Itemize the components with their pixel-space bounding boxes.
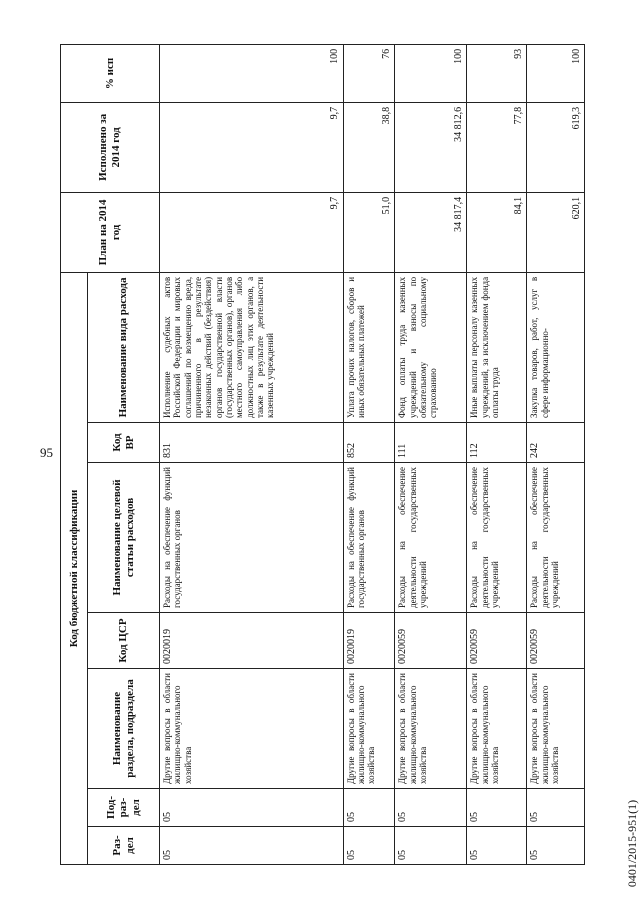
cell-csr: 0020019 [160, 613, 344, 669]
header-exec: Исполнено за 2014 год [61, 102, 160, 192]
cell-exec: 9,7 [160, 102, 344, 192]
cell-plan: 9,7 [160, 192, 344, 272]
cell-exec: 619,3 [527, 102, 585, 192]
cell-podrazdel: 05 [467, 789, 527, 827]
cell-csr: 0020019 [343, 613, 395, 669]
table-row [527, 44, 585, 864]
header-name-vr: Наименование вида расхода [88, 272, 160, 422]
table-row [160, 44, 344, 864]
cell-vr: 111 [395, 423, 467, 463]
cell-csr: 0020059 [467, 613, 527, 669]
header-pct: % исп [61, 44, 160, 102]
cell-podrazdel: 05 [527, 789, 585, 827]
header-plan: План на 2014 год [61, 192, 160, 272]
cell-name-csr: Расходы на обеспечение функций государственных органов [343, 463, 395, 613]
header-csr: Код ЦСР [88, 613, 160, 669]
cell-pct: 100 [160, 44, 344, 102]
cell-name-vr: Исполнение судебных актов Российской Федерации и мировых соглашений по возмещению вреда, причиненного в результате незаконных действий (бездействия) органов государственной власти (государственных органов), органов местного самоуправления либо должностных лиц этих органов, а также в результате деятельности казенных учреждений [160, 272, 344, 422]
cell-vr: 242 [527, 423, 585, 463]
cell-exec: 34 812,6 [395, 102, 467, 192]
cell-vr: 831 [160, 423, 344, 463]
cell-vr: 852 [343, 423, 395, 463]
cell-pct: 76 [343, 44, 395, 102]
cell-name-razdel: Другие вопросы в области жилищно-коммунального хозяйства [467, 669, 527, 789]
header-name-razdel: Наименование раздела, подраздела [88, 669, 160, 789]
cell-razdel: 05 [160, 827, 344, 865]
cell-plan: 34 817,4 [395, 192, 467, 272]
cell-name-csr: Расходы на обеспечение деятельности государственных учреждений [395, 463, 467, 613]
cell-razdel: 05 [467, 827, 527, 865]
cell-vr: 112 [467, 423, 527, 463]
group-header: Код бюджетной классификации [61, 272, 88, 864]
cell-name-vr: Иные выплаты персоналу казенных учреждений, за исключением фонда оплаты труда [467, 272, 527, 422]
header-vr: Код ВР [88, 423, 160, 463]
header-podrazdel: Под-раз-дел [88, 789, 160, 827]
cell-exec: 77,8 [467, 102, 527, 192]
header-name-csr: Наименование целевой статьи расходов [88, 463, 160, 613]
cell-csr: 0020059 [527, 613, 585, 669]
document-code: 0401/2015-951(1) [624, 799, 639, 888]
header-razdel: Раз-дел [88, 827, 160, 865]
cell-razdel: 05 [527, 827, 585, 865]
cell-name-razdel: Другие вопросы в области жилищно-коммунального хозяйства [395, 669, 467, 789]
cell-name-csr: Расходы на обеспечение деятельности государственных учреждений [467, 463, 527, 613]
cell-exec: 38,8 [343, 102, 395, 192]
cell-name-vr: Фонд оплаты труда казенных учреждений и взносы по обязательному социальному страхованию [395, 272, 467, 422]
cell-plan: 84,1 [467, 192, 527, 272]
cell-plan: 620,1 [527, 192, 585, 272]
budget-table [60, 44, 585, 865]
cell-name-csr: Расходы на обеспечение функций государственных органов [160, 463, 344, 613]
cell-podrazdel: 05 [343, 789, 395, 827]
cell-podrazdel: 05 [160, 789, 344, 827]
cell-name-razdel: Другие вопросы в области жилищно-коммунального хозяйства [160, 669, 344, 789]
table-row [467, 44, 527, 864]
cell-name-vr: Уплата прочих налогов, сборов и иных обязательных платежей [343, 272, 395, 422]
cell-name-razdel: Другие вопросы в области жилищно-коммунального хозяйства [343, 669, 395, 789]
cell-pct: 100 [395, 44, 467, 102]
rotated-table-frame [60, 45, 585, 865]
table-stage [60, 45, 585, 865]
cell-razdel: 05 [343, 827, 395, 865]
cell-csr: 0020059 [395, 613, 467, 669]
cell-podrazdel: 05 [395, 789, 467, 827]
cell-name-razdel: Другие вопросы в области жилищно-коммунального хозяйства [527, 669, 585, 789]
cell-plan: 51,0 [343, 192, 395, 272]
table-row [395, 44, 467, 864]
cell-pct: 93 [467, 44, 527, 102]
cell-name-vr: Закупка товаров, работ, услуг в сфере информационно- [527, 272, 585, 422]
table-row [343, 44, 395, 864]
cell-pct: 100 [527, 44, 585, 102]
cell-name-csr: Расходы на обеспечение деятельности государственных учреждений [527, 463, 585, 613]
page-number: 95 [40, 445, 53, 460]
cell-razdel: 05 [395, 827, 467, 865]
